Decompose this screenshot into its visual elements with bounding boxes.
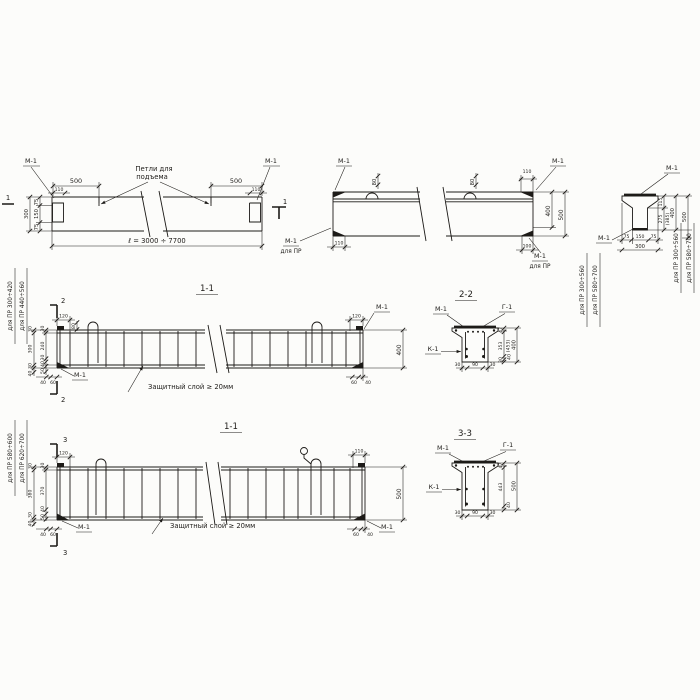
s22-dim-30-s: 30 — [499, 357, 504, 363]
s33-outline — [452, 463, 498, 510]
s22-dim-400: 400 — [511, 340, 518, 350]
dim-110-right: 110 — [251, 188, 261, 193]
cage400-dim-400: 400 — [397, 344, 403, 356]
xsec-outline — [622, 196, 658, 230]
dim-75-top: 75 — [34, 198, 40, 206]
cage400-chain-b-4: 50 — [41, 368, 46, 374]
marker-m1-left: М-1 — [25, 157, 37, 165]
marker-m1-cage400-bl: М-1 — [74, 371, 86, 379]
xsec-dim-400: 400 — [670, 208, 676, 218]
marker-m1-xsec-top: М-1 — [666, 164, 678, 172]
dim-75-bottom: 75 — [34, 223, 40, 231]
marker-m1-s22: М-1 — [435, 305, 447, 313]
cage400-dim-120-left: 120 — [59, 314, 68, 320]
s22-dim-30-b: 30 — [489, 363, 496, 368]
s33-dim-30-a: 30 — [454, 511, 461, 516]
side-ticks — [331, 174, 567, 252]
s33-dim-500: 500 — [511, 481, 518, 491]
cut-mark-3-bottom: 3 — [63, 549, 68, 557]
dim-500-right: 500 — [229, 177, 243, 185]
cage400-dim-40-l: 40 — [40, 381, 46, 386]
cage400-range-b: для ПР 440÷560 — [20, 281, 26, 331]
cage400-chain-a-2: 30 — [28, 363, 34, 369]
cage500-loop-eye — [301, 448, 308, 455]
xsec-dim-115: 115 — [659, 197, 664, 207]
cage400-loops — [88, 322, 322, 363]
xsec-dim-300: 300 — [635, 244, 645, 250]
cage400-chain-b-1: 240 — [41, 341, 46, 351]
lifting-loops-label-1: Петли для — [135, 165, 173, 173]
cage500-protective-label: Защитный слой ≥ 20мм — [170, 522, 256, 530]
cage400-stirrups — [70, 331, 346, 367]
s22-dim-453: (453) — [506, 339, 512, 353]
lifting-loops-label-2: подъема — [136, 173, 168, 181]
cage500-chain-b-0: 30 — [41, 462, 46, 469]
cage500-chain-a-0: 30 — [28, 463, 34, 469]
s22-dim-90: 90 — [472, 363, 478, 368]
s22-dim-353: 353 — [499, 341, 504, 351]
dim-total-length: ℓ = 3000 ÷ 7700 — [128, 237, 186, 245]
dim-110-top-right: 110 — [522, 170, 532, 175]
cut-mark-1-left: 1 — [5, 194, 11, 202]
marker-g1-s22: Г-1 — [501, 303, 513, 311]
dim-150: 150 — [34, 209, 40, 219]
cage500-chain-a-2: 30 — [28, 512, 34, 518]
cage400-dim-60-l: 60 — [50, 381, 56, 386]
cage400-leaders — [61, 312, 390, 380]
marker-m1-side-br: М-1 — [534, 252, 546, 260]
cage400-chain-a-1: 300 — [28, 344, 34, 354]
cage500-loops — [96, 455, 321, 516]
s33-rebar-dots — [455, 464, 495, 505]
cage400-range-a: для ПР 300÷420 — [8, 281, 14, 331]
dim-300: 300 — [24, 209, 30, 219]
marker-g1-s33: Г-1 — [502, 441, 514, 449]
cage500-chain-b-3: 50 — [41, 514, 46, 520]
xsec-dim-75-l: 75 — [623, 235, 630, 240]
cage400-dim-80: 80 — [72, 323, 77, 329]
marker-k1-s22: К-1 — [427, 345, 439, 353]
s33-dim-40: 40 — [507, 502, 512, 508]
s22-dim-40-s: 40 — [507, 354, 513, 360]
cage500-chain-a-3: 40 — [28, 520, 34, 527]
cage500-chain-b-2: 40 — [41, 506, 46, 512]
cage400-chain-b-3: 40 — [41, 361, 46, 367]
cage400-dim-120-right: 120 — [352, 314, 361, 320]
s22-stirrup-frame — [466, 332, 485, 359]
view-beam-elevation — [2, 157, 287, 250]
dim-500-side: 500 — [559, 209, 565, 221]
cage500-plates — [57, 463, 365, 520]
s33-dim-443: 443 — [499, 482, 504, 492]
s22-title: 2-2 — [458, 290, 474, 300]
cage500-dim-110: 110 — [354, 449, 364, 455]
cage500-cut-marks — [50, 444, 57, 546]
marker-m1-right: М-1 — [265, 157, 277, 165]
cage400-plates — [57, 326, 363, 368]
cage500-dim-40-l: 40 — [40, 533, 46, 538]
view-cross-section — [596, 164, 694, 293]
cage500-dim-40-r: 40 — [367, 533, 373, 538]
marker-m1-s33: М-1 — [437, 444, 449, 452]
cage500-title: 1-1 — [223, 422, 239, 432]
marker-m1-side-tl: М-1 — [338, 157, 350, 165]
cage400-chain-b-2: 30 — [41, 354, 46, 361]
s22-dim-47: 47 — [499, 327, 504, 333]
marker-m1-side-bl: М-1 — [285, 237, 297, 245]
xsec-plates — [624, 195, 656, 229]
dim-500-left: 500 — [69, 177, 83, 185]
xsec-dim-275: 275 — [659, 214, 664, 224]
cut-mark-3-top: 3 — [63, 436, 68, 444]
view-section-3-3 — [426, 429, 521, 520]
cage500-range-a: для ПР 580÷600 — [8, 433, 14, 483]
cage500-range-b: для ПР 620÷700 — [20, 433, 26, 483]
cage400-chords — [57, 325, 363, 373]
cage400-title: 1-1 — [199, 284, 215, 294]
dim-80-right: 80 — [470, 178, 476, 186]
s33-dim-47: 47 — [499, 462, 504, 469]
dim-400-side: 400 — [546, 205, 552, 217]
marker-m1-side-tr: М-1 — [552, 157, 564, 165]
cage400-chain-b-0: 30 — [41, 325, 46, 332]
cage500-dim-60-l: 60 — [50, 533, 56, 538]
cage500-chain-a-1: 380 — [28, 489, 34, 499]
range-label-300-560: для ПР 300÷560 — [580, 265, 586, 315]
s33-dim-30-b: 30 — [489, 511, 496, 516]
cage500-chords — [57, 462, 365, 525]
label-dlya-pr-bl: для ПР — [280, 249, 302, 255]
cage500-dim-60-r: 60 — [353, 533, 359, 538]
view-section-2-2 — [425, 290, 521, 372]
cut-mark-1-right: 1 — [282, 198, 288, 206]
marker-k1-s33: К-1 — [428, 483, 440, 491]
marker-m1-cage500-br: М-1 — [381, 523, 393, 531]
cage400-chain-a-0: 30 — [28, 326, 34, 332]
s33-stirrup-frame — [466, 467, 485, 507]
s22-outline — [452, 328, 498, 362]
side-outline — [333, 187, 533, 241]
elevation-outline — [52, 191, 262, 237]
xsec-range-580-700: для ПР 580÷700 — [687, 233, 693, 283]
dim-110-left: 110 — [54, 188, 64, 193]
cage400-protective-label: Защитный слой ≥ 20мм — [148, 383, 234, 391]
cage500-dim-lines — [15, 420, 407, 533]
cage500-dim-500: 500 — [397, 488, 403, 500]
xsec-dim-75-r: 75 — [650, 235, 657, 240]
cage400-dim-40-r: 40 — [365, 381, 371, 386]
cage400-chain-a-3: 40 — [28, 370, 34, 377]
view-beam-side — [281, 157, 600, 327]
s22-rebar-dots — [455, 329, 495, 358]
xsec-dim-lines — [617, 196, 694, 293]
dim-100-bottom-right: 100 — [522, 244, 532, 250]
marker-m1-cage400-tr: М-1 — [376, 303, 388, 311]
cage400-protective-leader — [128, 366, 143, 392]
side-leaders — [280, 166, 600, 327]
s33-title: 3-3 — [457, 429, 473, 439]
cage400-dim-60-r: 60 — [351, 381, 357, 386]
marker-m1-cage500-bl: М-1 — [78, 523, 90, 531]
view-cage-400 — [8, 268, 407, 404]
marker-m1-xsec-bottom: М-1 — [598, 234, 610, 242]
elevation-loop-leaders2 — [160, 182, 209, 204]
dim-110-bottom-left: 110 — [334, 241, 344, 247]
s33-dim-90: 90 — [472, 511, 478, 516]
cage500-stirrups — [70, 468, 350, 519]
s22-dim-30-a: 30 — [454, 363, 461, 368]
label-dlya-pr-br: для ПР — [529, 264, 551, 270]
range-label-580-700: для ПР 580÷700 — [593, 265, 599, 315]
xsec-dim-385: (385) — [666, 212, 671, 226]
dim-80-left: 80 — [372, 178, 378, 186]
xsec-range-300-560: для ПР 300÷560 — [674, 233, 680, 283]
view-cage-500 — [8, 420, 407, 557]
xsec-dim-500: 500 — [682, 212, 688, 222]
cut-mark-2-top: 2 — [61, 297, 66, 305]
cage500-chain-b-1: 370 — [41, 486, 46, 496]
xsec-dim-150: 150 — [635, 235, 645, 240]
cage500-dim-120: 120 — [59, 451, 68, 457]
cut-mark-2-bottom: 2 — [61, 396, 66, 404]
